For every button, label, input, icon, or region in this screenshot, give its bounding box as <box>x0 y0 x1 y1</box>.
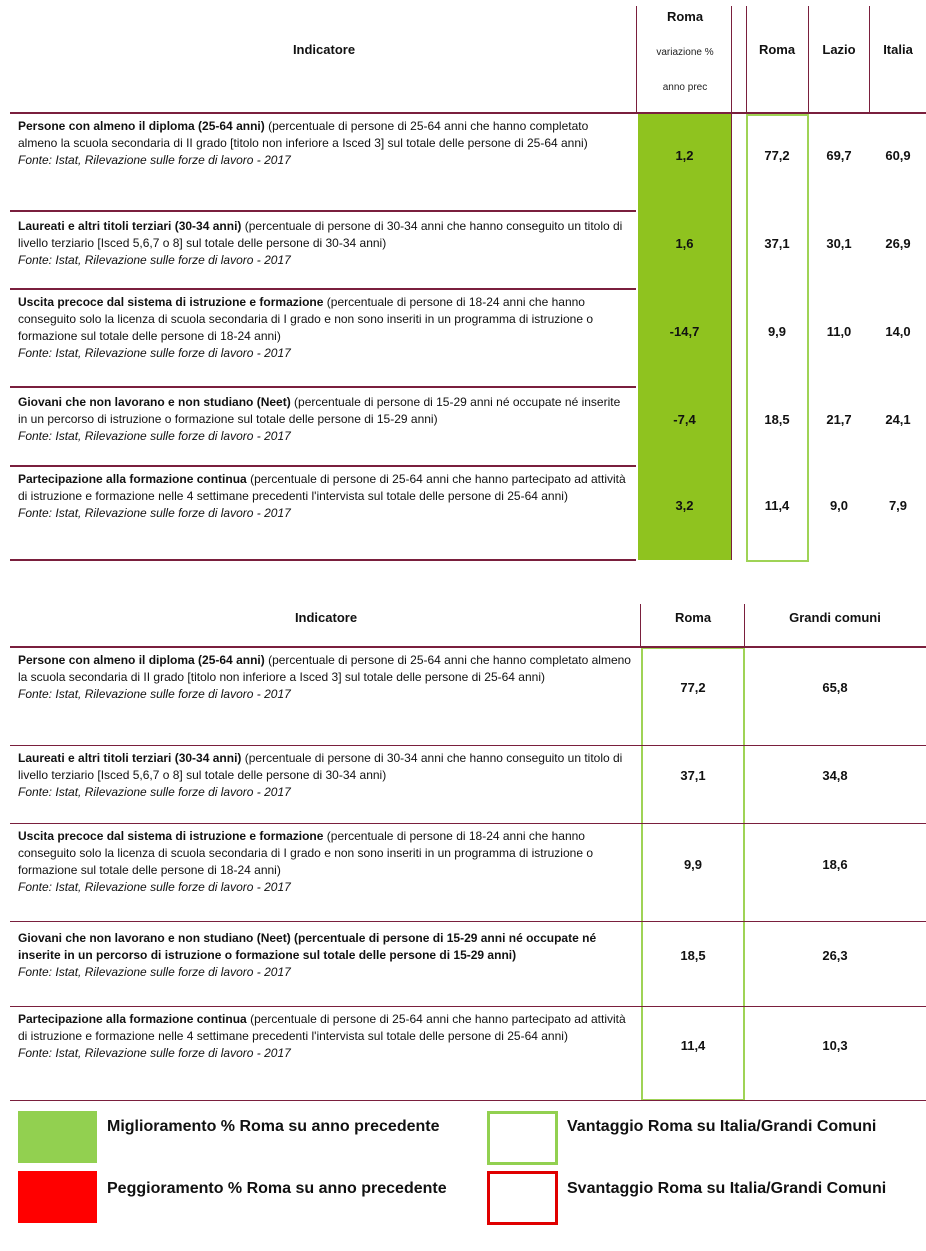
t1-row-rule <box>10 210 636 212</box>
t2-row-3-roma: 9,9 <box>683 857 703 872</box>
indicator-title: Persone con almeno il diploma (25-64 anni) <box>18 653 265 667</box>
legend-disadvantage-swatch <box>487 1171 558 1225</box>
indicator-source: Fonte: Istat, Rilevazione sulle forze di lavoro - 2017 <box>18 153 291 167</box>
t2-row-5-roma: 11,4 <box>680 1038 706 1053</box>
t2-row-rule <box>10 1006 926 1007</box>
t2-row-4-roma: 18,5 <box>680 948 706 963</box>
t2-advantage-column <box>641 647 745 1101</box>
legend-worsen-swatch <box>18 1171 97 1223</box>
indicator-desc: (percentuale di persone di 30-34 anni che hanno conseguito un titolo di livello terziario [Isced 5,6,7 o 8] sul totale delle persone di 30-34 anni) <box>18 751 623 782</box>
t1-row-2-roma: 37,1 <box>764 236 790 251</box>
t1-row-3-italia: 14,0 <box>885 324 911 339</box>
t1-header-divider <box>869 6 870 112</box>
t2-row-4-grandi: 26,3 <box>822 948 848 963</box>
indicator-title: Persone con almeno il diploma (25-64 anni) <box>18 119 265 133</box>
legend-disadvantage-label: Svantaggio Roma su Italia/Grandi Comuni <box>567 1180 887 1197</box>
t2-row-4-indicator <box>18 930 634 981</box>
indicator-desc: (percentuale di persone di 30-34 anni che hanno conseguito un titolo di livello terziario [Isced 5,6,7 o 8] sul totale delle persone di 30-34 anni) <box>18 219 623 250</box>
t1-header-rule <box>10 112 926 114</box>
t1-bottom-rule <box>10 559 636 561</box>
legend-advantage-label: Vantaggio Roma su Italia/Grandi Comuni <box>567 1118 877 1135</box>
t1-row-5-roma: 11,4 <box>764 498 790 513</box>
t2-row-2-indicator <box>18 750 634 801</box>
t2-header-indicatore: Indicatore <box>294 610 358 625</box>
t1-row-1-lazio: 69,7 <box>826 148 852 163</box>
indicator-source: Fonte: Istat, Rilevazione sulle forze di lavoro - 2017 <box>18 1046 291 1060</box>
indicator-desc: (percentuale di persone di 25-64 anni che hanno completato almeno la scuola secondaria di II grado [titolo non inferiore a Isced 3] sul totale delle persone di 25-64 anni) <box>18 653 631 684</box>
indicator-title: Partecipazione alla formazione continua <box>18 472 247 486</box>
t1-column-divider <box>731 114 732 560</box>
t1-header-roma-var-sub2: anno prec <box>662 82 708 93</box>
t1-row-2-lazio: 30,1 <box>826 236 852 251</box>
t1-header-roma: Roma <box>758 42 796 57</box>
t1-row-1-var: 1,2 <box>675 148 694 163</box>
t1-header-roma-var-sub1: variazione % <box>656 47 714 58</box>
t1-header-divider <box>746 6 747 112</box>
indicator-desc: (percentuale di persone di 25-64 anni che hanno partecipato ad attività di istruzione e formazione nelle 4 settimane precedenti l'intervista sul totale delle persone di 25-64 anni) <box>18 472 626 503</box>
t2-row-1-grandi: 65,8 <box>822 680 848 695</box>
t1-row-1-italia: 60,9 <box>885 148 911 163</box>
t1-row-rule <box>10 288 636 290</box>
t1-row-4-var: -7,4 <box>673 412 696 427</box>
t1-header-divider <box>731 6 732 112</box>
indicator-source: Fonte: Istat, Rilevazione sulle forze di lavoro - 2017 <box>18 429 291 443</box>
t1-row-5-var: 3,2 <box>675 498 694 513</box>
t1-row-1-indicator <box>18 118 630 169</box>
t1-row-4-indicator <box>18 394 630 445</box>
t1-row-5-italia: 7,9 <box>888 498 908 513</box>
t2-row-1-roma: 77,2 <box>680 680 706 695</box>
t2-header-divider <box>640 604 641 646</box>
indicator-source: Fonte: Istat, Rilevazione sulle forze di lavoro - 2017 <box>18 785 291 799</box>
indicator-title: Giovani che non lavorano e non studiano (Neet) <box>18 395 291 409</box>
t2-row-2-roma: 37,1 <box>680 768 706 783</box>
t1-row-5-lazio: 9,0 <box>829 498 849 513</box>
t1-row-3-lazio: 11,0 <box>826 324 852 339</box>
t1-header-divider <box>636 6 637 112</box>
t1-row-3-roma: 9,9 <box>767 324 787 339</box>
indicator-title: Laureati e altri titoli terziari (30-34 anni) <box>18 751 242 765</box>
t2-row-1-indicator <box>18 652 634 703</box>
t1-row-3-var: -14,7 <box>669 324 700 339</box>
t1-row-2-var: 1,6 <box>675 236 694 251</box>
t2-row-rule <box>10 823 926 824</box>
indicator-desc: (percentuale di persone di 15-29 anni né occupate né inserite in un percorso di istruzione o formazione sul totale delle persone di 15-29 anni) <box>18 395 621 426</box>
t2-row-3-grandi: 18,6 <box>822 857 848 872</box>
t1-row-1-roma: 77,2 <box>764 148 790 163</box>
t1-row-2-italia: 26,9 <box>885 236 911 251</box>
t1-header-divider <box>808 6 809 112</box>
indicator-source: Fonte: Istat, Rilevazione sulle forze di lavoro - 2017 <box>18 880 291 894</box>
t2-row-5-grandi: 10,3 <box>822 1038 848 1053</box>
t1-row-4-roma: 18,5 <box>764 412 790 427</box>
t2-row-rule <box>10 921 926 922</box>
indicator-source: Fonte: Istat, Rilevazione sulle forze di lavoro - 2017 <box>18 253 291 267</box>
indicator-desc: (percentuale di persone di 25-64 anni che hanno completato almeno la scuola secondaria di II grado [titolo non inferiore a Isced 3] sul totale delle persone di 25-64 anni) <box>18 119 589 150</box>
indicator-title: Giovani che non lavorano e non studiano (Neet) (percentuale di persone di 15-29 anni né occupate né inserite in un percorso di istruzione o formazione sul totale delle persone di 15-29 anni) <box>18 931 597 962</box>
indicator-desc: (percentuale di persone di 18-24 anni che hanno conseguito solo la licenza di scuola secondaria di I grado e non sono inseriti in un programma di istruzione o formazione sul totale delle persone di 18-24 anni) <box>18 829 593 877</box>
legend-improve-label: Miglioramento % Roma su anno precedente <box>107 1118 440 1135</box>
t2-row-rule <box>10 745 926 746</box>
t1-row-3-indicator <box>18 294 630 362</box>
indicator-title: Partecipazione alla formazione continua <box>18 1012 247 1026</box>
legend-advantage-swatch <box>487 1111 558 1165</box>
indicator-desc: (percentuale di persone di 25-64 anni che hanno partecipato ad attività di istruzione e formazione nelle 4 settimane precedenti l'intervista sul totale delle persone di 25-64 anni) <box>18 1012 626 1043</box>
t2-row-3-indicator <box>18 828 634 896</box>
legend-improve-swatch <box>18 1111 97 1163</box>
t1-row-2-indicator <box>18 218 630 269</box>
indicator-title: Uscita precoce dal sistema di istruzione e formazione <box>18 829 324 843</box>
indicator-title: Uscita precoce dal sistema di istruzione e formazione <box>18 295 324 309</box>
t2-header-grandi-comuni: Grandi comuni <box>789 610 881 625</box>
t1-header-indicatore: Indicatore <box>292 42 356 57</box>
t2-row-5-indicator <box>18 1011 634 1062</box>
t1-row-4-italia: 24,1 <box>885 412 911 427</box>
legend-worsen-label: Peggioramento % Roma su anno precedente <box>107 1180 447 1197</box>
t2-row-2-grandi: 34,8 <box>822 768 848 783</box>
t1-row-4-lazio: 21,7 <box>826 412 852 427</box>
indicator-source: Fonte: Istat, Rilevazione sulle forze di lavoro - 2017 <box>18 965 291 979</box>
t1-header-italia: Italia <box>883 42 913 57</box>
t2-header-roma: Roma <box>674 610 712 625</box>
t1-row-5-indicator <box>18 471 630 522</box>
t2-bottom-rule <box>10 1100 926 1101</box>
t2-header-rule <box>10 646 926 648</box>
t1-row-rule <box>10 465 636 467</box>
t1-row-rule <box>10 386 636 388</box>
indicator-source: Fonte: Istat, Rilevazione sulle forze di lavoro - 2017 <box>18 506 291 520</box>
t2-header-divider <box>744 604 745 646</box>
indicator-source: Fonte: Istat, Rilevazione sulle forze di lavoro - 2017 <box>18 687 291 701</box>
indicator-title: Laureati e altri titoli terziari (30-34 anni) <box>18 219 242 233</box>
t1-header-roma-var: Roma <box>666 9 704 24</box>
indicator-source: Fonte: Istat, Rilevazione sulle forze di lavoro - 2017 <box>18 346 291 360</box>
indicator-desc: (percentuale di persone di 18-24 anni che hanno conseguito solo la licenza di scuola secondaria di I grado e non sono inseriti in un programma di istruzione o formazione sul totale delle persone di 18-24 anni) <box>18 295 593 343</box>
t1-header-lazio: Lazio <box>822 42 856 57</box>
